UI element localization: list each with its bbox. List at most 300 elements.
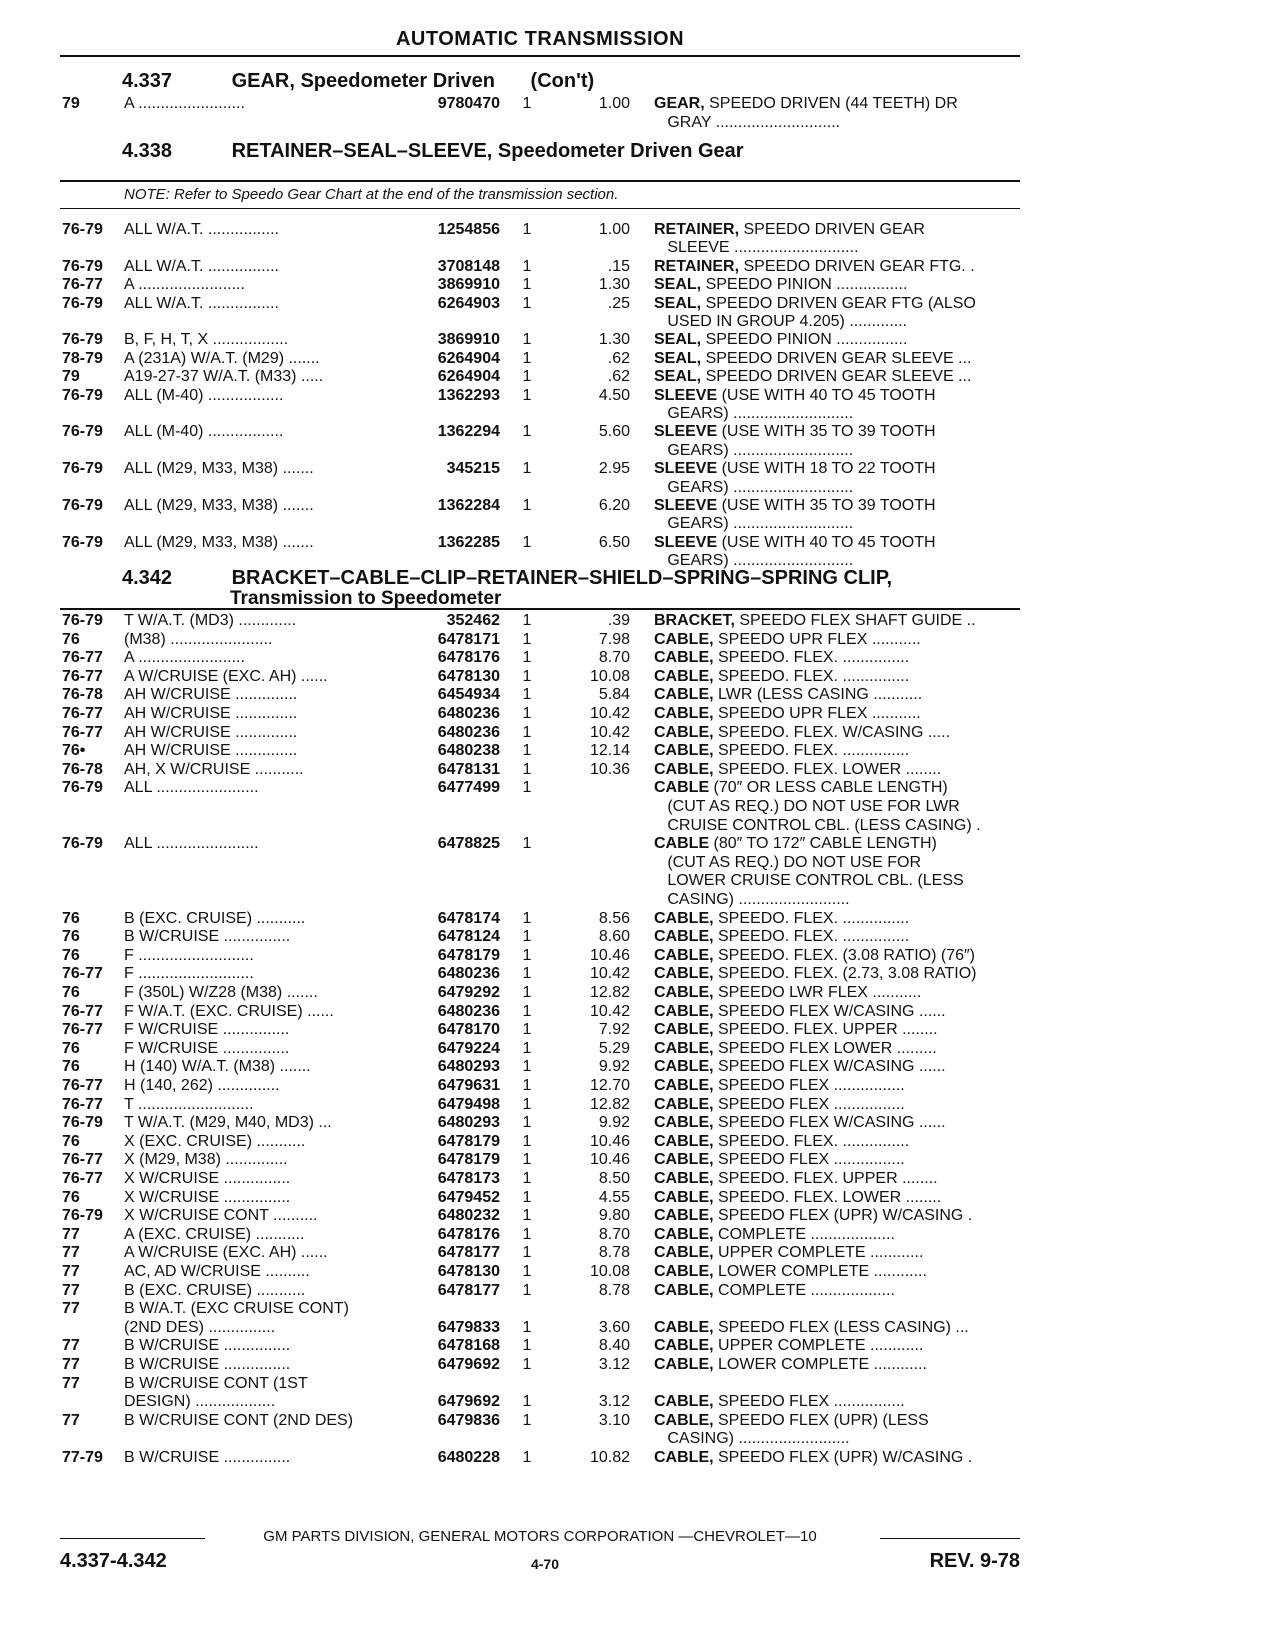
parts-row xyxy=(0,1281,1280,1301)
part-description xyxy=(654,1002,1024,1021)
part-detail: SPEEDO. FLEX. LOWER ........ xyxy=(713,1188,942,1206)
application: ALL (M-40) ................. xyxy=(124,423,284,441)
part-description xyxy=(654,367,1024,386)
application: (M38) ....................... xyxy=(124,630,273,648)
price: 12.14 xyxy=(589,742,630,760)
part-description xyxy=(654,1355,1024,1374)
part-keyword: CABLE, xyxy=(654,1039,714,1057)
part-detail: (CUT AS REQ.) DO NOT USE FOR LWR xyxy=(654,798,960,815)
section-rule xyxy=(60,608,1020,610)
parts-row xyxy=(0,1095,1280,1115)
model-year: 76-79 xyxy=(62,533,103,551)
part-number: 6477499 xyxy=(437,779,500,797)
model-year: 76-79 xyxy=(62,779,103,797)
price: 10.46 xyxy=(589,1132,630,1150)
part-description xyxy=(654,514,1024,533)
price: 6.50 xyxy=(598,533,630,551)
application: T W/A.T. (MD3) ............. xyxy=(124,612,297,629)
part-description xyxy=(654,1057,1024,1076)
part-keyword: CABLE, xyxy=(654,1077,714,1094)
part-number: 6478179 xyxy=(437,1132,500,1150)
price: 3.12 xyxy=(598,1393,630,1411)
part-description xyxy=(654,723,1024,742)
application: AC, AD W/CRUISE .......... xyxy=(124,1263,310,1280)
application: ALL (M29, M33, M38) ....... xyxy=(124,533,314,551)
price: 5.29 xyxy=(598,1039,630,1057)
quantity: 1 xyxy=(522,928,532,946)
parts-row xyxy=(0,1057,1280,1077)
quantity: 1 xyxy=(522,331,532,349)
part-keyword: CABLE xyxy=(654,835,710,853)
section-number: 4.342 xyxy=(122,567,173,589)
part-detail: SPEEDO. FLEX. UPPER ........ xyxy=(713,1170,938,1187)
part-detail: SPEEDO PINION ................ xyxy=(701,331,908,349)
application: B W/A.T. (EXC CRUISE CONT) xyxy=(124,1300,349,1318)
part-detail: (USE WITH 18 TO 22 TOOTH xyxy=(717,460,936,478)
part-number: 1362294 xyxy=(437,423,500,441)
price: .39 xyxy=(607,612,630,629)
part-number: 9780470 xyxy=(437,95,500,112)
part-description xyxy=(654,1132,1024,1151)
model-year: 76-79 xyxy=(62,294,103,312)
parts-row xyxy=(0,1243,1280,1263)
parts-row xyxy=(0,946,1280,966)
part-detail: SPEEDO FLEX ................ xyxy=(713,1393,905,1411)
part-detail: CASING) ......................... xyxy=(654,891,850,908)
model-year: 76 xyxy=(62,909,80,927)
quantity: 1 xyxy=(522,349,532,367)
part-description xyxy=(654,667,1024,686)
part-number: 6478124 xyxy=(437,928,500,946)
price: 10.42 xyxy=(589,1002,630,1020)
part-description xyxy=(654,275,1024,294)
part-description xyxy=(654,1225,1024,1244)
part-description xyxy=(654,1411,1024,1430)
part-description xyxy=(654,816,1024,835)
application: ALL W/A.T. ................ xyxy=(124,221,279,238)
parts-row xyxy=(0,909,1280,929)
application: ALL (M29, M33, M38) ....... xyxy=(124,497,314,514)
part-keyword: SEAL, xyxy=(654,294,702,312)
part-number: 6478130 xyxy=(437,1263,500,1280)
price: 3.10 xyxy=(598,1411,630,1429)
parts-row xyxy=(0,238,1280,258)
model-year: 76 xyxy=(62,946,80,964)
quantity: 1 xyxy=(522,1263,532,1280)
price: 10.08 xyxy=(589,667,630,685)
price: 3.12 xyxy=(598,1356,630,1373)
part-detail: SPEEDO LWR FLEX ........... xyxy=(713,984,922,1001)
price: 1.00 xyxy=(598,221,630,238)
part-detail: GRAY ............................ xyxy=(654,113,841,131)
model-year: 76-77 xyxy=(62,649,103,667)
part-description xyxy=(654,1150,1024,1169)
part-number: 6480232 xyxy=(437,1207,500,1225)
parts-row xyxy=(0,611,1280,631)
model-year: 76-79 xyxy=(62,460,103,478)
part-number: 6479224 xyxy=(437,1039,500,1057)
parts-row xyxy=(0,778,1280,798)
application: A ........................ xyxy=(124,95,245,112)
application: X (M29, M38) .............. xyxy=(124,1151,288,1169)
part-description xyxy=(654,478,1024,497)
footer-revision: REV. 9-78 xyxy=(929,1550,1020,1572)
part-detail: GEARS) ........................... xyxy=(654,405,854,422)
part-detail: SPEEDO FLEX SHAFT GUIDE .. xyxy=(734,612,976,629)
part-detail: SPEEDO FLEX ................ xyxy=(713,1095,905,1113)
part-detail: SPEEDO FLEX W/CASING ...... xyxy=(713,1114,946,1132)
parts-row xyxy=(0,330,1280,350)
quantity: 1 xyxy=(522,1095,532,1113)
model-year: 76-77 xyxy=(62,965,103,983)
part-keyword: CABLE, xyxy=(654,1263,714,1280)
part-number: 6480236 xyxy=(437,723,500,741)
parts-row xyxy=(0,422,1280,442)
parts-row xyxy=(0,1225,1280,1245)
part-number: 6478174 xyxy=(437,909,500,927)
part-detail: (70″ OR LESS CABLE LENGTH) xyxy=(709,779,948,797)
parts-row xyxy=(0,1411,1280,1431)
model-year: 76-79 xyxy=(62,423,103,441)
model-year: 79 xyxy=(62,95,80,112)
model-year: 76-79 xyxy=(62,497,103,514)
part-keyword: CABLE, xyxy=(654,1281,714,1299)
price: .62 xyxy=(607,349,630,367)
part-keyword: CABLE, xyxy=(654,649,714,667)
parts-row xyxy=(0,1374,1280,1394)
part-number: 3708148 xyxy=(437,257,500,275)
part-description xyxy=(654,94,1024,113)
part-detail: SPEEDO. FLEX. (3.08 RATIO) (76″) xyxy=(713,946,975,964)
price: 8.40 xyxy=(598,1337,630,1355)
part-detail: CRUISE CONTROL CBL. (LESS CASING) . xyxy=(654,816,981,834)
part-keyword: SEAL, xyxy=(654,331,702,349)
part-number: 6479833 xyxy=(437,1318,500,1336)
part-detail: SPEEDO FLEX (LESS CASING) ... xyxy=(713,1318,969,1336)
part-detail: CASING) ......................... xyxy=(654,1430,850,1448)
part-detail: (USE WITH 40 TO 45 TOOTH xyxy=(717,386,936,404)
part-keyword: CABLE xyxy=(654,779,710,797)
parts-row xyxy=(0,1299,1280,1319)
part-description xyxy=(654,630,1024,649)
quantity: 1 xyxy=(522,1002,532,1020)
parts-row xyxy=(0,1336,1280,1356)
part-keyword: CABLE, xyxy=(654,705,714,722)
part-description xyxy=(654,113,1024,132)
part-number: 6480293 xyxy=(437,1114,500,1132)
quantity: 1 xyxy=(522,497,532,514)
part-description xyxy=(654,441,1024,460)
part-description xyxy=(654,797,1024,816)
part-number: 1362285 xyxy=(437,533,500,551)
part-description xyxy=(654,1095,1024,1114)
section-subtitle: Transmission to Speedometer xyxy=(230,588,502,609)
model-year: 76-78 xyxy=(62,686,103,704)
quantity: 1 xyxy=(522,779,532,797)
parts-row xyxy=(0,1076,1280,1096)
model-year: 76 xyxy=(62,984,80,1001)
quantity: 1 xyxy=(522,612,532,629)
quantity: 1 xyxy=(522,1021,532,1039)
part-number: 6479498 xyxy=(437,1095,500,1113)
quantity: 1 xyxy=(522,257,532,275)
part-detail: USED IN GROUP 4.205) ............. xyxy=(654,313,908,330)
parts-row xyxy=(0,723,1280,743)
part-description xyxy=(654,760,1024,779)
part-description xyxy=(654,1429,1024,1448)
part-description xyxy=(654,909,1024,928)
part-description xyxy=(654,349,1024,368)
part-keyword: CABLE, xyxy=(654,1337,714,1355)
part-number: 6479692 xyxy=(437,1393,500,1411)
part-description xyxy=(654,533,1024,552)
part-detail: SPEEDO. FLEX. ............... xyxy=(713,1132,910,1150)
model-year: 76 xyxy=(62,1188,80,1206)
part-keyword: CABLE, xyxy=(654,1002,714,1020)
part-detail: SPEEDO. FLEX. (2.73, 3.08 RATIO) xyxy=(713,965,977,983)
parts-row xyxy=(0,1206,1280,1226)
section-4338-heading xyxy=(122,140,744,163)
price: 1.30 xyxy=(598,331,630,349)
part-keyword: CABLE, xyxy=(654,742,714,760)
model-year: 76-77 xyxy=(62,705,103,722)
part-detail: SLEEVE ............................ xyxy=(654,239,859,257)
parts-row xyxy=(0,797,1280,817)
part-description xyxy=(654,422,1024,441)
part-detail: SPEEDO DRIVEN GEAR SLEEVE ... xyxy=(701,349,972,367)
application: B, F, H, T, X ................. xyxy=(124,331,289,349)
parts-row xyxy=(0,1355,1280,1375)
parts-row xyxy=(0,275,1280,295)
part-detail: SPEEDO FLEX (UPR) W/CASING . xyxy=(713,1207,973,1225)
part-detail: (USE WITH 35 TO 39 TOOTH xyxy=(717,423,936,441)
note-rule-top xyxy=(60,180,1020,182)
part-keyword: GEAR, xyxy=(654,95,705,112)
model-year: 76-79 xyxy=(62,612,103,629)
part-detail: SPEEDO. FLEX. ............... xyxy=(713,649,910,667)
part-description xyxy=(654,220,1024,239)
part-detail: SPEEDO. FLEX. ............... xyxy=(713,909,910,927)
part-number: 6478130 xyxy=(437,667,500,685)
application: B W/CRUISE ............... xyxy=(124,928,291,946)
part-detail: SPEEDO FLEX W/CASING ...... xyxy=(713,1002,946,1020)
parts-row xyxy=(0,220,1280,240)
application: ALL (M-40) ................. xyxy=(124,386,284,404)
application: DESIGN) .................. xyxy=(124,1393,276,1411)
part-number: 6480228 xyxy=(437,1449,500,1466)
footer-page-number: 4-70 xyxy=(530,1556,560,1572)
quantity: 1 xyxy=(522,1318,532,1336)
part-detail: SPEEDO. FLEX. W/CASING ..... xyxy=(713,723,951,741)
part-keyword: CABLE, xyxy=(654,1151,714,1169)
part-keyword: RETAINER, xyxy=(654,257,740,275)
part-keyword: CABLE, xyxy=(654,1356,714,1373)
part-keyword: CABLE, xyxy=(654,760,714,778)
quantity: 1 xyxy=(522,221,532,238)
part-number: 6480293 xyxy=(437,1058,500,1076)
quantity: 1 xyxy=(522,1132,532,1150)
part-keyword: CABLE, xyxy=(654,1411,714,1429)
section-number: 4.337 xyxy=(122,70,173,92)
quantity: 1 xyxy=(522,1356,532,1373)
application: H (140) W/A.T. (M38) ....... xyxy=(124,1058,311,1076)
model-year: 76 xyxy=(62,1132,80,1150)
part-keyword: CABLE, xyxy=(654,1058,714,1076)
part-number: 6480236 xyxy=(437,1002,500,1020)
part-number: 6478179 xyxy=(437,1151,500,1169)
parts-row xyxy=(0,1002,1280,1022)
application: X (EXC. CRUISE) ........... xyxy=(124,1132,306,1150)
price: 8.60 xyxy=(598,928,630,946)
model-year: 77 xyxy=(62,1225,80,1243)
application: F W/A.T. (EXC. CRUISE) ...... xyxy=(124,1002,334,1020)
part-detail: LWR (LESS CASING ........... xyxy=(713,686,923,704)
quantity: 1 xyxy=(522,705,532,722)
quantity: 1 xyxy=(522,946,532,964)
price: 2.95 xyxy=(598,460,630,478)
part-description xyxy=(654,741,1024,760)
price: 5.84 xyxy=(598,686,630,704)
part-number: 6264903 xyxy=(437,294,500,312)
part-description xyxy=(654,1206,1024,1225)
parts-row xyxy=(0,964,1280,984)
application: F W/CRUISE ............... xyxy=(124,1039,290,1057)
part-keyword: CABLE, xyxy=(654,1021,714,1039)
model-year: 76-79 xyxy=(62,257,103,275)
section-title: BRACKET–CABLE–CLIP–RETAINER–SHIELD–SPRING–SPRING CLIP, xyxy=(231,567,893,589)
parts-row xyxy=(0,983,1280,1003)
part-description xyxy=(654,238,1024,257)
part-detail: SPEEDO PINION ................ xyxy=(701,276,908,294)
model-year: 76-79 xyxy=(62,331,103,349)
quantity: 1 xyxy=(522,1151,532,1169)
part-number: 6478177 xyxy=(437,1281,500,1299)
parts-row xyxy=(0,349,1280,369)
quantity: 1 xyxy=(522,1337,532,1355)
model-year: 76-79 xyxy=(62,221,103,238)
part-detail: UPPER COMPLETE ............ xyxy=(713,1244,924,1262)
part-keyword: CABLE, xyxy=(654,1207,714,1225)
part-number: 3869910 xyxy=(437,331,500,349)
application: X W/CRUISE CONT .......... xyxy=(124,1207,318,1225)
quantity: 1 xyxy=(522,1225,532,1243)
part-number: 6478171 xyxy=(437,630,500,648)
parts-row xyxy=(0,1020,1280,1040)
model-year: 77 xyxy=(62,1300,80,1318)
quantity: 1 xyxy=(522,1281,532,1299)
application: ALL W/A.T. ................ xyxy=(124,294,279,312)
part-keyword: SLEEVE xyxy=(654,423,718,441)
model-year: 77 xyxy=(62,1411,80,1429)
part-number: 6480236 xyxy=(437,705,500,722)
parts-row xyxy=(0,514,1280,534)
part-description xyxy=(654,946,1024,965)
application: B W/CRUISE ............... xyxy=(124,1337,291,1355)
part-detail: (USE WITH 40 TO 45 TOOTH xyxy=(717,533,936,551)
page-title: AUTOMATIC TRANSMISSION xyxy=(395,28,685,50)
part-description xyxy=(654,927,1024,946)
application: B (EXC. CRUISE) ........... xyxy=(124,1281,306,1299)
part-description xyxy=(654,1020,1024,1039)
part-description xyxy=(654,611,1024,630)
part-number: 6478173 xyxy=(437,1170,500,1187)
part-detail: SPEEDO DRIVEN GEAR xyxy=(739,221,925,238)
price: .62 xyxy=(607,368,630,386)
parts-row xyxy=(0,1169,1280,1189)
part-description xyxy=(654,1039,1024,1058)
part-number: 6479292 xyxy=(437,984,500,1001)
application: A W/CRUISE (EXC. AH) ...... xyxy=(124,667,328,685)
application: B W/CRUISE ............... xyxy=(124,1356,291,1373)
parts-row xyxy=(0,890,1280,910)
model-year: 77 xyxy=(62,1356,80,1373)
parts-row xyxy=(0,871,1280,891)
parts-row xyxy=(0,927,1280,947)
parts-row xyxy=(0,294,1280,314)
part-number: 6478168 xyxy=(437,1337,500,1355)
part-number: 6478179 xyxy=(437,946,500,964)
part-description xyxy=(654,1262,1024,1281)
price: .15 xyxy=(607,257,630,275)
application: B (EXC. CRUISE) ........... xyxy=(124,909,306,927)
price: 8.78 xyxy=(598,1244,630,1262)
part-description xyxy=(654,890,1024,909)
part-keyword: SEAL, xyxy=(654,276,702,294)
application: T W/A.T. (M29, M40, MD3) ... xyxy=(124,1114,332,1132)
part-detail: SPEEDO FLEX W/CASING ...... xyxy=(713,1058,946,1076)
price: 8.56 xyxy=(598,909,630,927)
part-keyword: CABLE, xyxy=(654,630,714,648)
section-cont: (Con't) xyxy=(530,70,595,92)
price: 9.92 xyxy=(598,1114,630,1132)
part-keyword: SLEEVE xyxy=(654,497,718,514)
model-year: 76 xyxy=(62,1058,80,1076)
application: F (350L) W/Z28 (M38) ....... xyxy=(124,984,318,1001)
section-4337-heading xyxy=(122,70,594,93)
application: AH W/CRUISE .............. xyxy=(124,723,298,741)
part-number: 6478825 xyxy=(437,835,500,853)
quantity: 1 xyxy=(522,909,532,927)
part-detail: GEARS) ........................... xyxy=(654,515,854,533)
application: A (231A) W/A.T. (M29) ....... xyxy=(124,349,320,367)
part-number: 6480238 xyxy=(437,742,500,760)
part-keyword: SEAL, xyxy=(654,368,702,386)
part-description xyxy=(654,704,1024,723)
application: (2ND DES) ............... xyxy=(124,1318,276,1336)
part-number: 345215 xyxy=(446,460,500,478)
parts-row xyxy=(0,257,1280,277)
part-number: 6478177 xyxy=(437,1244,500,1262)
parts-row xyxy=(0,853,1280,873)
application: AH, X W/CRUISE ........... xyxy=(124,760,304,778)
model-year: 76-77 xyxy=(62,667,103,685)
price: 8.70 xyxy=(598,649,630,667)
application: X W/CRUISE ............... xyxy=(124,1188,291,1206)
part-detail: SPEEDO DRIVEN GEAR FTG (ALSO xyxy=(701,294,976,312)
section-note: NOTE: Refer to Speedo Gear Chart at the end of the transmission section. xyxy=(124,186,619,203)
model-year: 77 xyxy=(62,1374,80,1392)
part-detail: (80″ TO 172″ CABLE LENGTH) xyxy=(709,835,937,853)
price: 1.30 xyxy=(598,276,630,294)
part-detail: SPEEDO. FLEX. ............... xyxy=(713,667,910,685)
part-number: 6479692 xyxy=(437,1356,500,1373)
part-number: 6480236 xyxy=(437,965,500,983)
part-number: 6479836 xyxy=(437,1411,500,1429)
part-description xyxy=(654,1113,1024,1132)
part-number: 6264904 xyxy=(437,368,500,386)
application: F .......................... xyxy=(124,965,254,983)
part-keyword: SEAL, xyxy=(654,349,702,367)
